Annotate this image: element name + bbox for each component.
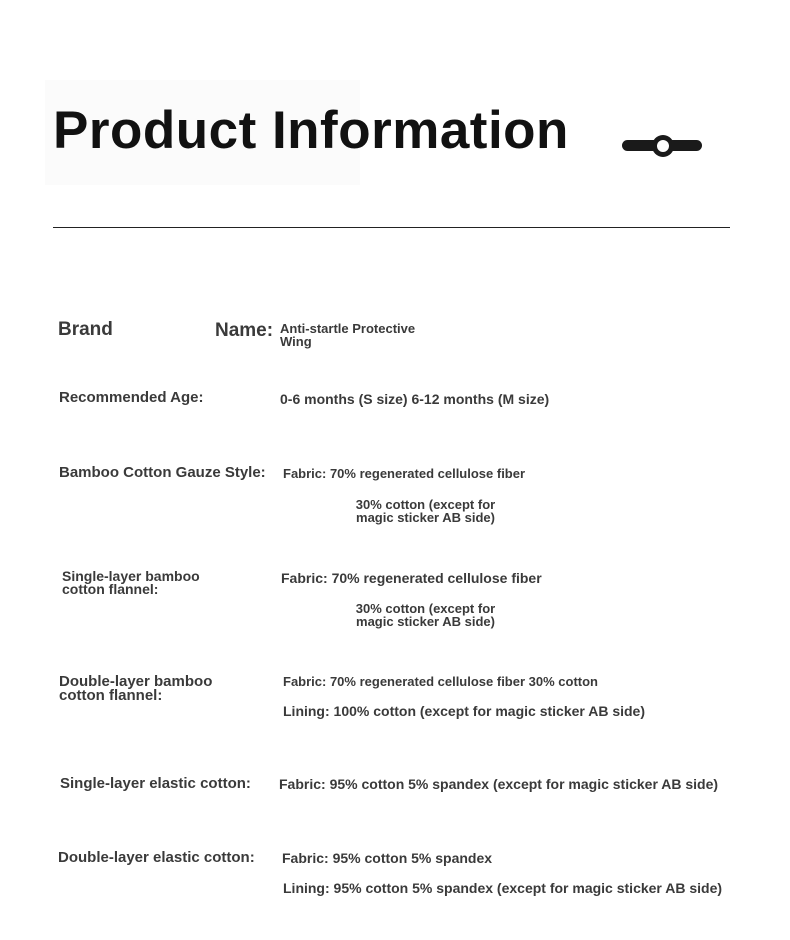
recommended-age-label: Recommended Age: [59,389,204,406]
double-flannel-lining: Lining: 100% cotton (except for magic sticker AB side) [283,703,646,719]
recommended-age-value: 0-6 months (S size) 6-12 months (M size) [280,391,550,407]
slider-icon [621,132,703,160]
double-elastic-fabric: Fabric: 95% cotton 5% spandex [282,850,493,866]
bamboo-gauze-fabric: Fabric: 70% regenerated cellulose fiber [283,466,526,481]
bamboo-gauze-label: Bamboo Cotton Gauze Style: [59,464,266,481]
single-elastic-fabric: Fabric: 95% cotton 5% spandex (except for magic sticker AB side) [279,776,719,792]
single-elastic-label: Single-layer elastic cotton: [60,775,251,792]
double-flannel-label: Double-layer bamboo cotton flannel: [59,673,213,704]
bamboo-gauze-note: 30% cotton (except for magic sticker AB side) [355,497,496,525]
single-flannel-label: Single-layer bamboo cotton flannel: [62,568,200,597]
name-label: Name: [215,320,274,341]
page-title: Product Information [53,101,569,160]
header-divider [53,227,730,228]
single-flannel-note: 30% cotton (except for magic sticker AB side) [355,601,496,629]
single-flannel-fabric: Fabric: 70% regenerated cellulose fiber [281,570,542,586]
product-name-value: Anti-startle Protective Wing [280,321,416,349]
brand-label: Brand [58,319,113,340]
double-elastic-label: Double-layer elastic cotton: [58,849,255,866]
double-elastic-lining: Lining: 95% cotton 5% spandex (except for magic sticker AB side) [283,880,723,896]
double-flannel-fabric: Fabric: 70% regenerated cellulose fiber 30% cotton [283,674,598,689]
